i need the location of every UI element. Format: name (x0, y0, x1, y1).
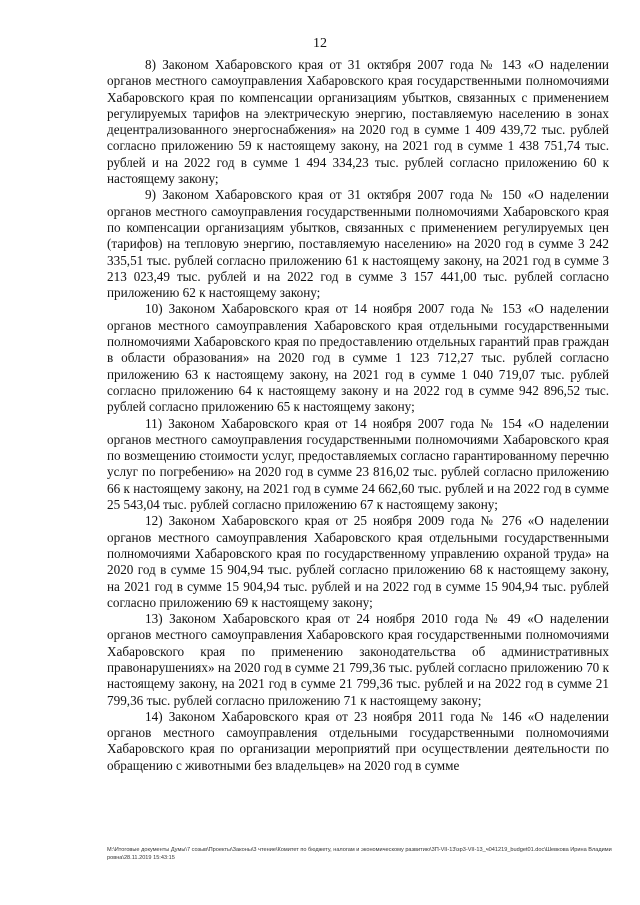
paragraph-8: 8) Законом Хабаровского края от 31 октября 2007 года № 143 «О наделении органов местного самоуправления Хабаровского края государственными полномочиями Хабаровского края по компенсации организациям убытков, связанных с применением регулируемых тарифов на электрическую энергию, поставляемую населению в зонах децентрализованного энергоснабжения» на 2020 год в сумме 1 409 439,72 тыс. рублей согласно приложению 59 к настоящему закону, на 2021 год в сумме 1 438 751,74 тыс. рублей и на 2022 год в сумме 1 494 334,23 тыс. рублей согласно приложению 60 к настоящему закону; (107, 57, 609, 187)
paragraph-9: 9) Законом Хабаровского края от 31 октября 2007 года № 150 «О наделении органов местного самоуправления государственными полномочиями Хабаровского края по компенсации организациям убытков, связанных с применением регулируемых цен (тарифов) на тепловую энергию, поставляемую населению» на 2020 год в сумме 3 242 335,51 тыс. рублей согласно приложению 61 к настоящему закону, на 2021 год в сумме 3 213 023,49 тыс. рублей и на 2022 год в сумме 3 157 441,00 тыс. рублей согласно приложению 62 к настоящему закону; (107, 187, 609, 301)
file-path-footer: M:\Итоговые документы Думы\7 созыв\Проекты\Законы\3 чтение\Комитет по бюджету, налогам и экономическому развитию\3П-VII-13\зр3-VII-13_ч041219_budget01.doc\Шевкова Ирина Владимировна\28.11.2019 15:43:15 (107, 847, 612, 861)
paragraph-11: 11) Законом Хабаровского края от 14 ноября 2007 года № 154 «О наделении органов местного самоуправления государственными полномочиями Хабаровского края по возмещению стоимости услуг, предоставляемых согласно гарантированному перечню услуг по погребению» на 2020 год в сумме 23 816,02 тыс. рублей согласно приложению 66 к настоящему закону, на 2021 год в сумме 24 662,60 тыс. рублей и на 2022 год в сумме 25 543,04 тыс. рублей согласно приложению 67 к настоящему закону; (107, 415, 609, 513)
paragraph-14: 14) Законом Хабаровского края от 23 ноября 2011 года № 146 «О наделении органов местного самоуправления отдельными государственными полномочиями Хабаровского края по организации мероприятий при осуществлении деятельности по обращению с животными без владельцев» на 2020 год в сумме (107, 708, 609, 773)
paragraph-10: 10) Законом Хабаровского края от 14 ноября 2007 года № 153 «О наделении органов местного самоуправления Хабаровского края отдельными государственными полномочиями Хабаровского края по предоставлению отдельных гарантий прав граждан в области образования» на 2020 год в сумме 1 123 712,27 тыс. рублей согласно приложению 63 к настоящему закону, на 2021 год в сумме 1 040 719,07 тыс. рублей согласно приложению 64 к настоящему закону и на 2022 год в сумме 942 896,52 тыс. рублей согласно приложению 65 к настоящему закону; (107, 301, 609, 415)
paragraph-13: 13) Законом Хабаровского края от 24 ноября 2010 года № 49 «О наделении органов местного самоуправления Хабаровского края государственными полномочиями Хабаровского края по применению законодательства об административных правонарушениях» на 2020 год в сумме 21 799,36 тыс. рублей согласно приложению 70 к настоящему закону, на 2021 год в сумме 21 799,36 тыс. рублей и на 2022 год в сумме 21 799,36 тыс. рублей согласно приложению 71 к настоящему закону; (107, 611, 609, 708)
paragraph-12: 12) Законом Хабаровского края от 25 ноября 2009 года № 276 «О наделении органов местного самоуправления Хабаровского края отдельными государственными полномочиями Хабаровского края по государственному управлению охраной труда» на 2020 год в сумме 15 904,94 тыс. рублей согласно приложению 68 к настоящему закону, на 2021 год в сумме 15 904,94 тыс. рублей и на 2022 год в сумме 15 904,94 тыс. рублей согласно приложению 69 к настоящему закону; (107, 513, 609, 610)
page-number: 12 (313, 36, 327, 51)
document-body (107, 57, 609, 774)
